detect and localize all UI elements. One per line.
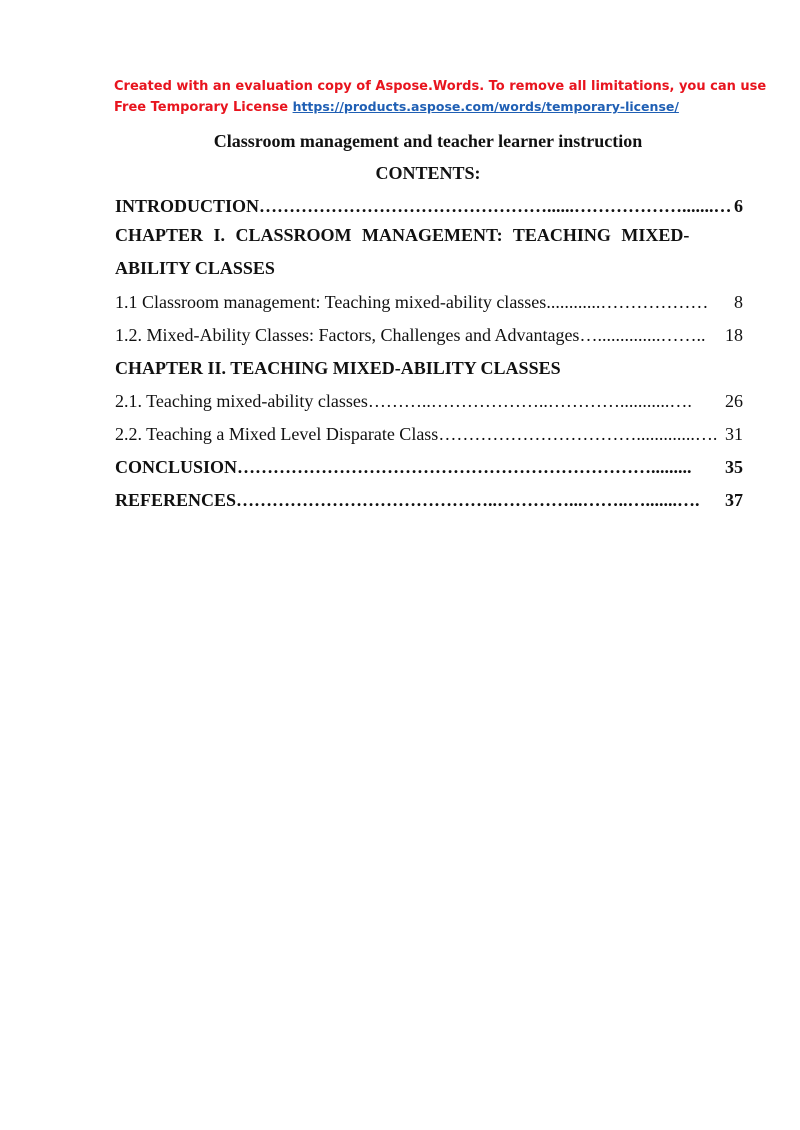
- toc-entry-label: 1.1 Classroom management: Teaching mixed-ability classes: [115, 292, 547, 312]
- toc-page-number: 37: [725, 490, 743, 510]
- toc-leader-dots: ……………………………………..…………...……..….......….: [236, 490, 700, 510]
- toc-leader-dots: …………………………….............….: [438, 424, 718, 444]
- toc-page-number: 18: [725, 325, 743, 345]
- toc-entry-label: CONCLUSION: [115, 457, 238, 477]
- toc-leader-dots: …………………………………………………………….........: [237, 457, 692, 477]
- toc-entry-label: 2.1. Teaching mixed-ability classes: [115, 391, 368, 411]
- toc-entry-label: REFERENCES: [115, 490, 237, 510]
- toc-chapter-1-line1: CHAPTER I. CLASSROOM MANAGEMENT: TEACHING MIXED-: [115, 225, 690, 245]
- toc-entry-chapter-2[interactable]: CHAPTER II. TEACHING MIXED-ABILITY CLASSES: [115, 358, 561, 378]
- toc-entry-1-1[interactable]: [115, 290, 743, 323]
- evaluation-notice: [114, 77, 767, 118]
- toc-leader-dots: …..............……..: [579, 325, 706, 345]
- toc-entry-2-1[interactable]: [115, 389, 743, 422]
- toc-entry-2-2[interactable]: [115, 422, 743, 455]
- toc-entry-label: 1.2. Mixed-Ability Classes: Factors, Challenges and Advantages: [115, 325, 580, 345]
- toc-entry-conclusion[interactable]: [115, 455, 743, 488]
- evaluation-notice-license-text: Free Temporary License: [114, 100, 293, 115]
- evaluation-notice-line1: Created with an evaluation copy of Aspose.Words. To remove all limitations, you can use: [114, 79, 767, 94]
- toc-entry-1-2[interactable]: [115, 323, 743, 356]
- toc-chapter-1-line2: ABILITY CLASSES: [115, 258, 275, 278]
- toc-entry-chapter-1[interactable]: [115, 223, 743, 289]
- toc-page-number: 31: [725, 424, 743, 444]
- toc-entry-references[interactable]: [115, 488, 743, 521]
- toc-page-number: 8: [734, 292, 743, 312]
- document-title: Classroom management and teacher learner instruction: [213, 131, 643, 151]
- toc-page-number: 26: [725, 391, 743, 411]
- toc-entry-label: INTRODUCTION: [115, 196, 260, 216]
- temporary-license-link[interactable]: https://products.aspose.com/words/temporary-license/: [292, 99, 679, 114]
- table-of-contents: [115, 194, 743, 521]
- toc-entry-label: 2.2. Teaching a Mixed Level Disparate Class: [115, 424, 439, 444]
- toc-page-number: 6: [734, 196, 743, 216]
- toc-leader-dots: ………..………………..…………...........….: [367, 391, 692, 411]
- evaluation-notice-line2: [114, 97, 754, 118]
- toc-leader-dots: ............………………: [546, 292, 709, 312]
- toc-page-number: 35: [725, 457, 743, 477]
- contents-heading: CONTENTS:: [375, 163, 481, 183]
- toc-leader-dots: …………………………………………......……………….......…: [259, 196, 732, 216]
